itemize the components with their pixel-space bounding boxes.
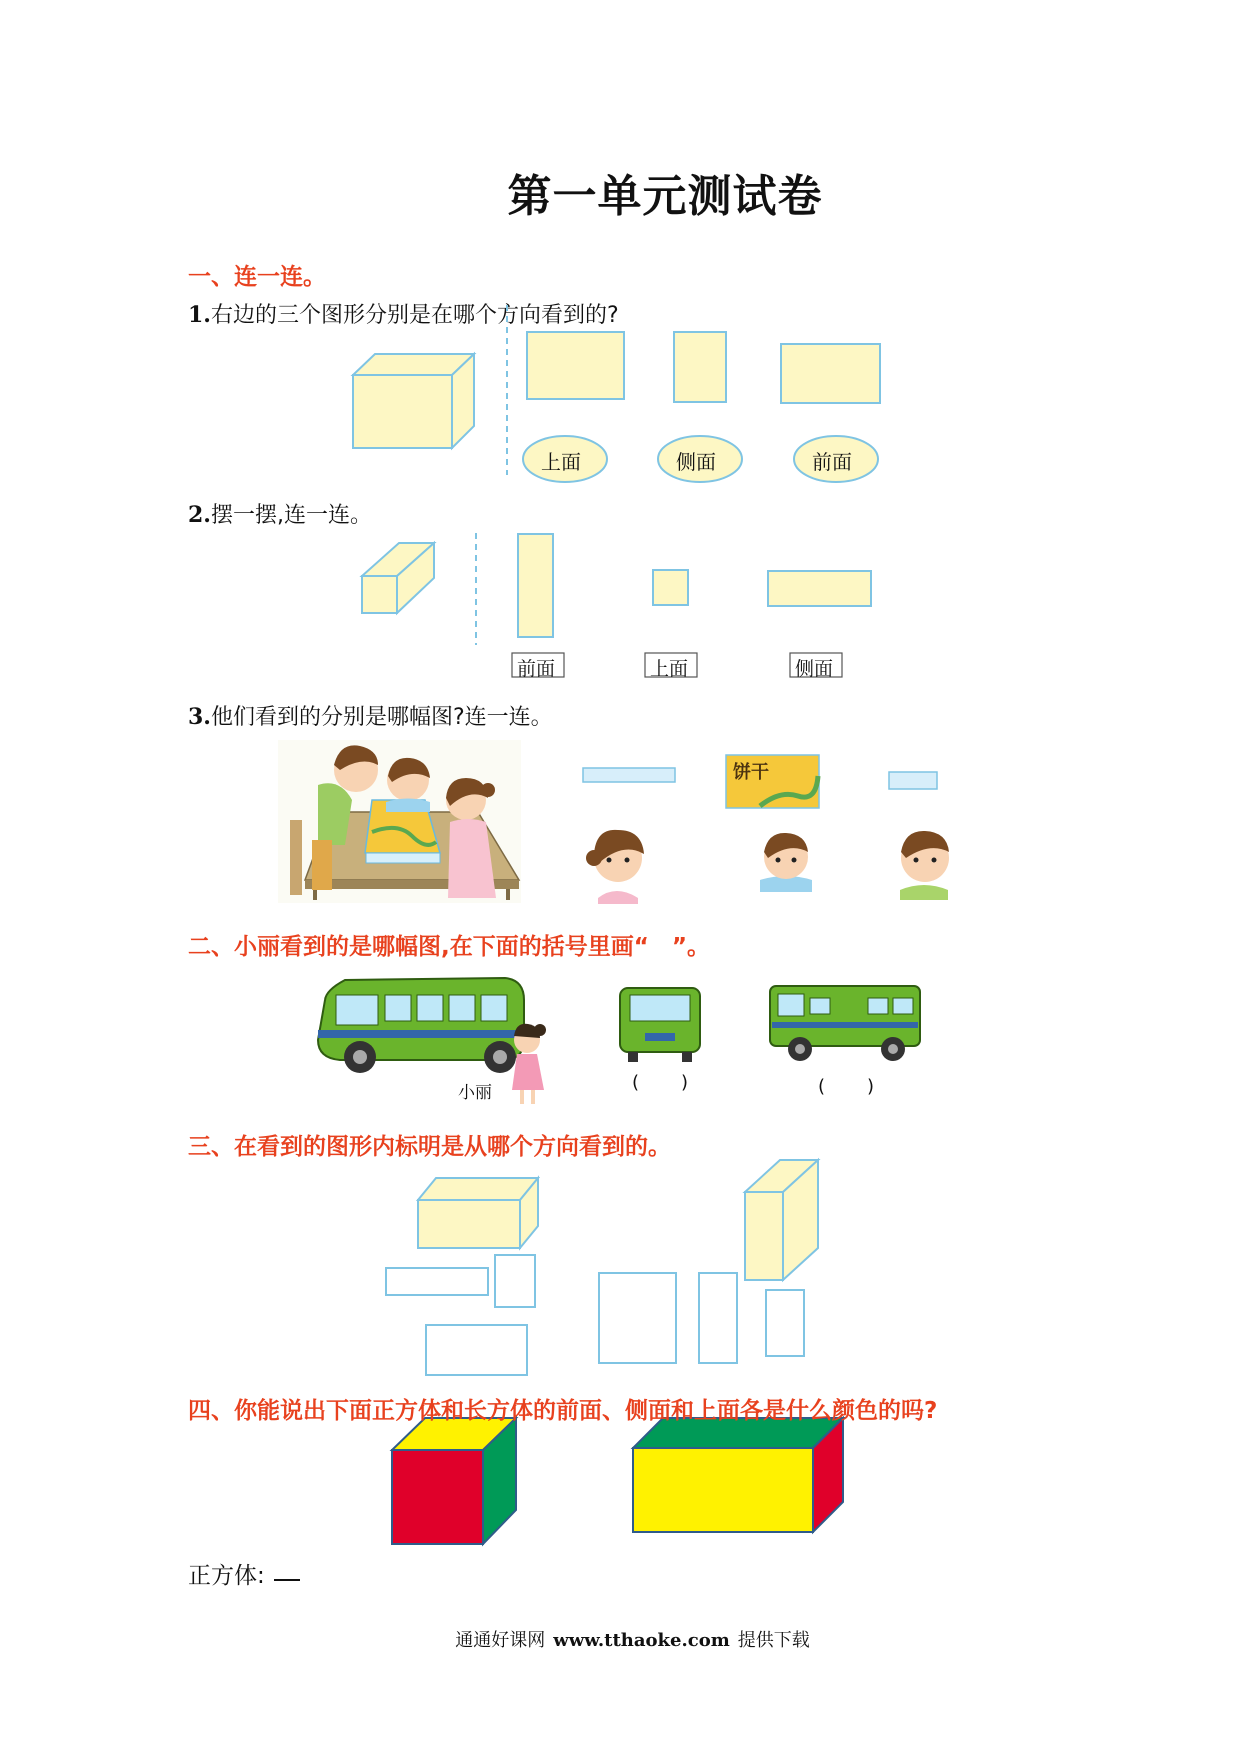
q2-label-top: 上面 — [650, 658, 689, 680]
q1-label-side: 侧面 — [676, 450, 716, 474]
q1-cuboid — [353, 354, 474, 448]
q1-view-side — [674, 332, 726, 402]
q3-box-text: 饼干 — [733, 762, 769, 783]
s4-answer-label: 正方体: — [188, 1563, 265, 1589]
s4-cuboid — [633, 1418, 843, 1532]
question-1-number: 1. — [188, 302, 211, 328]
section-4-heading: 四、你能说出下面正方体和长方体的前面、侧面和上面各是什么颜色的吗? — [188, 1398, 938, 1424]
question-2-number: 2. — [188, 502, 211, 528]
q3-view-small — [889, 772, 937, 789]
s3-left-view-3[interactable] — [426, 1325, 527, 1375]
question-3-number: 3. — [188, 704, 211, 730]
q3-scene-illustration — [278, 740, 521, 903]
page-title: 第一单元测试卷 — [507, 171, 823, 222]
q2-label-front: 前面 — [517, 658, 556, 680]
q2-cuboid — [362, 543, 434, 613]
s3-right-view-3[interactable] — [766, 1290, 804, 1356]
footer-suffix: 提供下载 — [737, 1630, 810, 1651]
footer-site: 通通好课网 — [455, 1630, 546, 1651]
s2-bus-perspective — [318, 978, 524, 1073]
s3-right-view-1[interactable] — [599, 1273, 676, 1363]
s3-left-view-2[interactable] — [495, 1255, 535, 1307]
s3-cuboid-right — [745, 1160, 818, 1280]
q3-boy-head-1 — [760, 833, 812, 892]
q1-view-top — [527, 332, 624, 399]
q1-view-front — [781, 344, 880, 403]
q3-girl-head — [586, 830, 644, 904]
s3-right-view-2[interactable] — [699, 1273, 737, 1363]
page-footer — [0, 1626, 1240, 1652]
question-1-text: 右边的三个图形分别是在哪个方向看到的? — [210, 303, 619, 328]
q1-label-front: 前面 — [812, 450, 852, 474]
question-3 — [188, 700, 553, 731]
s2-xiaoli-figure — [512, 1024, 546, 1104]
s3-cuboid-left — [418, 1178, 538, 1248]
section-1-heading: 一、连一连。 — [188, 264, 326, 290]
footer-url[interactable]: www.tthaoke.com — [553, 1630, 730, 1651]
q2-view-1 — [518, 534, 553, 637]
s2-bus-front-view[interactable] — [620, 988, 700, 1062]
question-2-text: 摆一摆,连一连。 — [210, 503, 372, 528]
section-2-heading: 二、小丽看到的是哪幅图,在下面的括号里画“ ”。 — [188, 934, 710, 960]
question-2 — [188, 498, 372, 529]
s2-girl-label: 小丽 — [458, 1083, 492, 1103]
s2-bus-side-view[interactable] — [770, 986, 920, 1061]
q1-label-top: 上面 — [541, 450, 581, 474]
s2-bracket-1[interactable]: ( ) — [632, 1072, 691, 1093]
s3-left-view-1[interactable] — [386, 1268, 488, 1295]
q3-boy-head-2 — [900, 831, 949, 900]
q2-label-side: 侧面 — [795, 658, 834, 680]
q2-view-2 — [653, 570, 688, 605]
q2-view-3 — [768, 571, 871, 606]
s4-cube — [392, 1418, 516, 1544]
question-3-text: 他们看到的分别是哪幅图?连一连。 — [210, 705, 553, 730]
q3-view-thin — [583, 768, 675, 782]
section-3-heading: 三、在看到的图形内标明是从哪个方向看到的。 — [188, 1134, 671, 1160]
s2-bracket-2[interactable]: ( ) — [818, 1076, 877, 1097]
